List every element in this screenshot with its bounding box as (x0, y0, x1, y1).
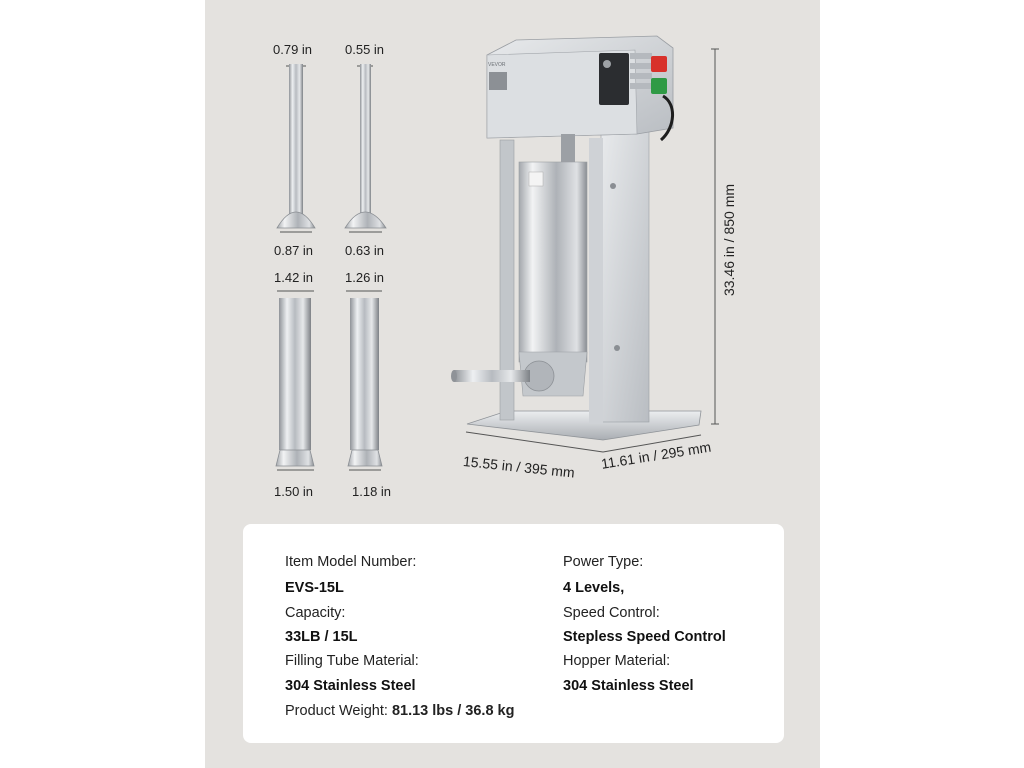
tube4-bottom-dimension: 1.18 in (352, 484, 392, 499)
tube4-top-dimension: 1.26 in (345, 270, 385, 285)
svg-text:VEVOR: VEVOR (488, 62, 506, 68)
tube3-bottom-dimension: 1.50 in (274, 484, 314, 499)
filling-tube-2 (345, 64, 386, 232)
filling-tube-1 (277, 64, 315, 232)
spec-power-label: Power Type: (563, 554, 644, 570)
machine-height-dimension: 33.46 in / 850 mm (721, 183, 738, 297)
spec-capacity-label: Capacity: (285, 605, 346, 621)
filling-tube-3 (276, 291, 314, 470)
spec-speed-value: Stepless Speed Control (563, 629, 726, 645)
tube2-bottom-dimension: 0.63 in (345, 243, 385, 258)
tube1-bottom-dimension: 0.87 in (274, 243, 314, 258)
spec-model-value: EVS-15L (285, 580, 344, 596)
sausage-stuffer-machine (451, 36, 701, 440)
product-canvas (205, 0, 820, 768)
spec-capacity-value: 33LB / 15L (285, 629, 358, 645)
tube1-top-dimension: 0.79 in (273, 42, 313, 57)
spec-tube-material-label: Filling Tube Material: (285, 653, 419, 669)
spec-model-label: Item Model Number: (285, 554, 417, 570)
spec-hopper-label: Hopper Material: (563, 653, 671, 669)
spec-weight-label: Product Weight: (285, 703, 392, 719)
spec-weight-value: 81.13 lbs / 36.8 kg (391, 703, 515, 719)
tube2-top-dimension: 0.55 in (345, 42, 385, 57)
spec-speed-label: Speed Control: (563, 605, 660, 621)
spec-power-value: 4 Levels, (563, 580, 625, 596)
spec-card (243, 524, 784, 743)
spec-weight-row (285, 703, 514, 719)
machine-width-dimension: 15.55 in / 395 mm (462, 453, 576, 481)
spec-hopper-value: 304 Stainless Steel (563, 678, 694, 694)
spec-tube-material-value: 304 Stainless Steel (285, 678, 416, 694)
machine-depth-dimension: 11.61 in / 295 mm (600, 438, 713, 472)
filling-tube-4 (346, 291, 382, 470)
tube3-top-dimension: 1.42 in (274, 270, 314, 285)
